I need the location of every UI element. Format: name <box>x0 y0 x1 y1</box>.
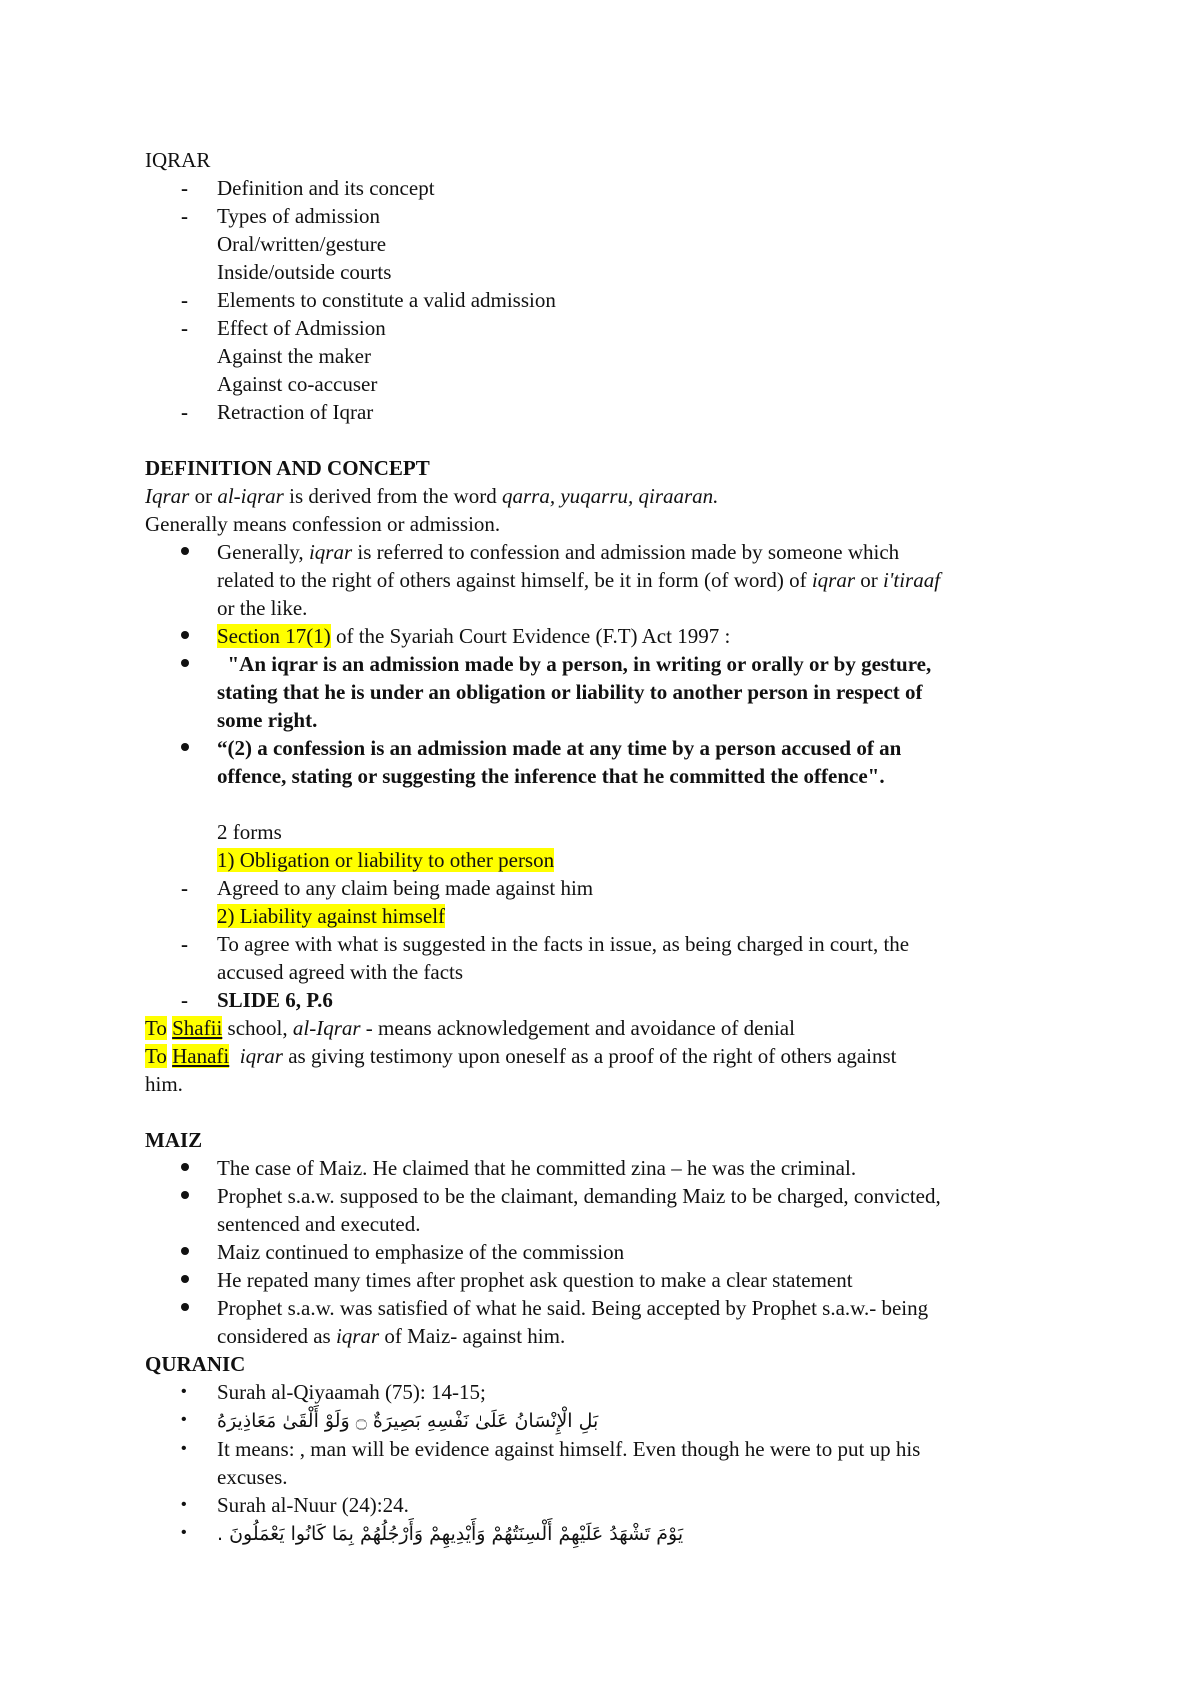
text: or <box>855 568 884 592</box>
term: Iqrar <box>145 484 190 508</box>
text: related to the right of others against himself, be it in form (of word) of <box>217 568 812 592</box>
definition-line: Generally means confession or admission. <box>145 512 501 536</box>
highlighted-form: 2) Liability against himself <box>217 904 446 928</box>
text: of Maiz- against him. <box>379 1324 566 1348</box>
text: accused agreed with the facts <box>217 960 464 984</box>
term: iqrar <box>335 1324 380 1348</box>
bullet-small-icon: • <box>181 1524 187 1541</box>
text: as giving testimony upon oneself as a proof of the right of others against <box>282 1044 897 1068</box>
bullet-dot-icon <box>181 1294 201 1311</box>
outline-subitem: Inside/outside courts <box>217 260 392 284</box>
dash-marker: - <box>181 988 188 1012</box>
outline-item-text: Effect of Admission <box>217 316 386 340</box>
dash-item <box>145 874 1065 902</box>
text: Surah al-Nuur (24):24. <box>217 1493 409 1517</box>
definition-line <box>145 482 1065 510</box>
outline-item <box>145 286 1065 314</box>
bullet-line <box>217 1322 1065 1350</box>
bullet-line: “(2) a confession is an admission made at any time by a person accused of an <box>217 736 902 760</box>
term: iqrar <box>239 1044 283 1068</box>
term: al-Iqrar <box>292 1016 361 1040</box>
text: excuses. <box>217 1465 288 1489</box>
forms-label: 2 forms <box>217 820 282 844</box>
outline-item <box>145 398 1065 426</box>
bullet-item <box>145 538 1065 622</box>
form-item <box>145 846 1065 874</box>
term: i'tiraaf <box>883 568 941 592</box>
section-heading-quranic: QURANIC <box>145 1352 246 1376</box>
bullet-small-icon: • <box>181 1411 187 1428</box>
bullet-dot-icon <box>181 538 201 555</box>
text: school, <box>222 1016 293 1040</box>
bullet-dot-icon <box>181 734 201 751</box>
bullet-dot-icon <box>181 1182 201 1199</box>
outline-title: IQRAR <box>145 148 211 172</box>
text: him. <box>145 1072 183 1096</box>
bullet-line: stating that he is under an obligation or liability to another person in respect of <box>217 680 923 704</box>
bullet-item <box>145 650 1065 734</box>
highlighted-text: To <box>145 1016 167 1040</box>
bullet-line <box>217 650 1065 678</box>
text: He repated many times after prophet ask question to make a clear statement <box>217 1268 853 1292</box>
text: Prophet s.a.w. supposed to be the claimant, demanding Maiz to be charged, convicted, <box>217 1184 941 1208</box>
outline-item <box>145 314 1065 342</box>
term: iqrar <box>811 568 856 592</box>
text: of the Syariah Court Evidence (F.T) Act 1997 : <box>330 624 731 648</box>
bullet-item <box>145 1154 1065 1182</box>
text: To agree with what is suggested in the facts in issue, as being charged in court, the <box>217 932 910 956</box>
outline-item <box>145 202 1065 230</box>
term: al-iqrar <box>217 484 284 508</box>
text: Agreed to any claim being made against him <box>217 876 594 900</box>
bullet-line: some right. <box>217 708 318 732</box>
bullet-small-icon: • <box>181 1383 187 1400</box>
text: Prophet s.a.w. was satisfied of what he said. Being accepted by Prophet s.a.w.- being <box>217 1296 929 1320</box>
bullet-item <box>145 1491 1065 1519</box>
outline-subitem: Against the maker <box>217 344 371 368</box>
text: - means acknowledgement and avoidance of denial <box>360 1016 795 1040</box>
bullet-dot-icon <box>181 650 201 667</box>
bullet-item <box>145 1406 1065 1435</box>
bullet-item <box>145 1519 1065 1548</box>
dash-marker: - <box>181 204 188 228</box>
school-definition-hanafi <box>145 1042 1065 1070</box>
highlighted-section-ref: Section 17(1) <box>217 624 331 648</box>
bullet-item <box>145 734 1065 790</box>
text: or <box>189 484 218 508</box>
dash-marker: - <box>181 316 188 340</box>
dash-item <box>145 986 1065 1014</box>
dash-marker: - <box>181 876 188 900</box>
arabic-verse: بَلِ الْإِنْسَانُ عَلَىٰ نَفْسِهِ بَصِيرَةٌ ۝ وَلَوْ أَلْقَىٰ مَعَاذِيرَهُ <box>217 1410 599 1432</box>
highlighted-form: 1) Obligation or liability to other person <box>217 848 555 872</box>
bullet-dot-icon <box>181 622 201 639</box>
slide-reference: SLIDE 6, P.6 <box>217 988 333 1012</box>
spacer <box>145 790 1065 818</box>
outline-item-text: Definition and its concept <box>217 176 435 200</box>
spacer <box>145 1098 1065 1126</box>
bullet-small-icon: • <box>181 1440 187 1457</box>
bullet-item <box>145 1182 1065 1238</box>
dash-marker: - <box>181 176 188 200</box>
spacer <box>145 426 1065 454</box>
outline-subitem: Oral/written/gesture <box>217 232 387 256</box>
outline-item-text: Types of admission <box>217 204 381 228</box>
bullet-dot-icon <box>181 1238 201 1255</box>
text: is referred to confession and admission made by someone which <box>352 540 900 564</box>
text: considered as <box>217 1324 336 1348</box>
bullet-line: or the like. <box>217 596 308 620</box>
dash-marker: - <box>181 288 188 312</box>
dash-marker: - <box>181 400 188 424</box>
bullet-item <box>145 1378 1065 1406</box>
dash-marker: - <box>181 932 188 956</box>
bullet-line <box>217 538 1065 566</box>
text: The case of Maiz. He claimed that he committed zina – he was the criminal. <box>217 1156 857 1180</box>
text: Surah al-Qiyaamah (75): 14-15; <box>217 1380 486 1404</box>
text: It means: , man will be evidence against himself. Even though he were to put up his <box>217 1437 921 1461</box>
term: qarra, yuqarru, qiraaran. <box>501 484 719 508</box>
school-definition-shafii <box>145 1014 1065 1042</box>
school-name: Shafii <box>172 1016 223 1040</box>
dash-item <box>145 930 1065 986</box>
bullet-item <box>145 1294 1065 1350</box>
outline-item-text: Retraction of Iqrar <box>217 400 374 424</box>
bullet-item <box>145 1266 1065 1294</box>
outline-item <box>145 174 1065 202</box>
bullet-line <box>217 566 1065 594</box>
bullet-dot-icon <box>181 1154 201 1171</box>
text: Generally, <box>217 540 309 564</box>
text: Maiz continued to emphasize of the commission <box>217 1240 625 1264</box>
term: iqrar <box>308 540 353 564</box>
outline-item-text: Elements to constitute a valid admission <box>217 288 556 312</box>
bullet-item <box>145 1435 1065 1491</box>
school-name: Hanafi <box>172 1044 230 1068</box>
section-heading-definition: DEFINITION AND CONCEPT <box>145 456 430 480</box>
text: sentenced and executed. <box>217 1212 421 1236</box>
text: is derived from the word <box>283 484 502 508</box>
arabic-verse: يَوْمَ تَشْهَدُ عَلَيْهِمْ أَلْسِنَتُهُمْ وَأَيْدِيهِمْ وَأَرْجُلُهُمْ بِمَا كَانُوا يَعْمَلُونَ . <box>217 1523 684 1545</box>
bullet-item <box>145 1238 1065 1266</box>
bullet-small-icon: • <box>181 1496 187 1513</box>
text: "An iqrar is an admission made by a person, in writing or orally or by gesture, <box>227 652 932 676</box>
bullet-dot-icon <box>181 1266 201 1283</box>
section-heading-maiz: MAIZ <box>145 1128 203 1152</box>
bullet-line: offence, stating or suggesting the inference that he committed the offence". <box>217 764 885 788</box>
bullet-item <box>145 622 1065 650</box>
highlighted-text: To <box>145 1044 167 1068</box>
outline-subitem: Against co-accuser <box>217 372 378 396</box>
form-item <box>145 902 1065 930</box>
document-body <box>145 146 1065 1548</box>
